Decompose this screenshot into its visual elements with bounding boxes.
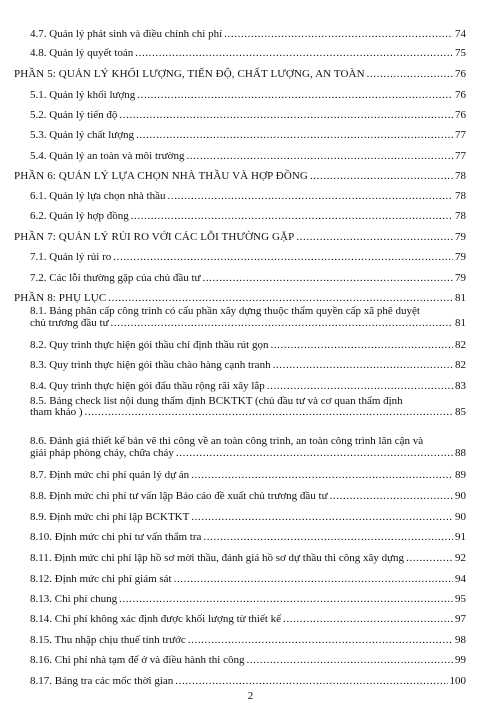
toc-entry-text: giải pháp phòng cháy, chữa cháy xyxy=(30,447,174,459)
dot-leader xyxy=(273,359,453,372)
toc-entry[interactable] xyxy=(30,406,466,419)
toc-entry[interactable] xyxy=(30,47,466,60)
toc-page-number: 81 xyxy=(455,292,466,304)
toc-entry-text: 8.1. Bảng phân cấp công trình có cấu phần xây dựng thuộc thẩm quyền cấp xã phê duyệt xyxy=(30,305,420,317)
toc-entry-text: tham khảo ) xyxy=(30,406,83,418)
toc-entry-text: 8.9. Định mức chi phí lập BCKTKT xyxy=(30,511,190,523)
toc-page-number: 78 xyxy=(455,210,466,222)
toc-part-heading[interactable] xyxy=(14,231,466,244)
toc-entry[interactable] xyxy=(30,317,466,330)
toc-entry-text: 8.6. Đánh giá thiết kế bản vẽ thi công về an toàn công trình, an toàn công trình lân cận và xyxy=(30,435,424,447)
toc-page-number: 77 xyxy=(455,129,466,141)
toc-page-number: 98 xyxy=(455,634,466,646)
toc-entry[interactable] xyxy=(30,339,466,352)
toc-page-number: 85 xyxy=(455,406,466,418)
toc-page-number: 97 xyxy=(455,613,466,625)
toc-entry[interactable] xyxy=(30,593,466,606)
toc-entry[interactable] xyxy=(30,210,466,223)
dot-leader xyxy=(137,89,453,102)
toc-entry-text: 8.11. Định mức chi phí lập hồ sơ mời thầu, đánh giá hồ sơ dự thầu thi công xây dựng xyxy=(30,552,405,564)
toc-page-number: 79 xyxy=(455,231,466,243)
toc-part-heading[interactable] xyxy=(14,68,466,81)
toc-page-number: 75 xyxy=(455,47,466,59)
toc-entry-text: 7.2. Các lỗi thường gặp của chủ đầu tư xyxy=(30,272,201,284)
dot-leader xyxy=(135,47,453,60)
toc-entry-text: 8.16. Chi phí nhà tạm để ở và điều hành thi công xyxy=(30,654,245,666)
dot-leader xyxy=(176,447,453,460)
toc-entry[interactable] xyxy=(30,380,466,393)
toc-entry-text: 6.1. Quản lý lựa chọn nhà thầu xyxy=(30,190,166,202)
toc-entry[interactable] xyxy=(30,552,466,565)
dot-leader xyxy=(136,129,453,142)
dot-leader xyxy=(246,654,453,667)
toc-entry[interactable] xyxy=(30,447,466,460)
toc-entry-text: 8.17. Bảng tra các mốc thời gian xyxy=(30,675,174,687)
dot-leader xyxy=(113,251,453,264)
toc-page-number: 100 xyxy=(449,675,466,687)
toc-part-heading[interactable] xyxy=(14,170,466,183)
dot-leader xyxy=(175,675,447,688)
toc-entry[interactable] xyxy=(30,634,466,647)
toc-page-number: 79 xyxy=(455,272,466,284)
toc-entry-text: 8.2. Quy trình thực hiện gói thầu chỉ định thầu rút gọn xyxy=(30,339,269,351)
toc-entry[interactable] xyxy=(30,251,466,264)
toc-entry[interactable] xyxy=(30,511,466,524)
toc-entry-text: 8.13. Chi phí chung xyxy=(30,593,118,605)
toc-entry-text: PHẦN 6: QUẢN LÝ LỰA CHỌN NHÀ THẦU VÀ HỢP ĐỒNG xyxy=(14,170,308,182)
toc-page-number: 77 xyxy=(455,150,466,162)
toc-entry[interactable] xyxy=(30,129,466,142)
dot-leader xyxy=(188,634,453,647)
toc-entry-text: PHẦN 5: QUẢN LÝ KHỐI LƯỢNG, TIẾN ĐỘ, CHẤT LƯỢNG, AN TOÀN xyxy=(14,68,365,80)
toc-entry-text: 8.5. Bảng check list nội dung thẩm định BCKTKT (chủ đầu tư và cơ quan thẩm định xyxy=(30,395,403,407)
toc-entry[interactable] xyxy=(30,654,466,667)
toc-entry-text: 5.4. Quản lý an toàn và môi trường xyxy=(30,150,185,162)
dot-leader xyxy=(267,380,453,393)
toc-entry-text: 7.1. Quản lý rủi ro xyxy=(30,251,112,263)
dot-leader xyxy=(108,292,453,305)
toc-page-number: 83 xyxy=(455,380,466,392)
toc-entry-text: 8.7. Định mức chi phí quản lý dự án xyxy=(30,469,190,481)
toc-page-number: 89 xyxy=(455,469,466,481)
toc-page-number: 94 xyxy=(455,573,466,585)
toc-page-number: 95 xyxy=(455,593,466,605)
dot-leader xyxy=(224,28,453,41)
toc-entry[interactable] xyxy=(30,613,466,626)
toc-entry[interactable] xyxy=(30,531,466,544)
toc-page-number: 90 xyxy=(455,511,466,523)
toc-page-number: 92 xyxy=(455,552,466,564)
dot-leader xyxy=(202,272,453,285)
toc-entry-text: 8.15. Thu nhập chịu thuế tính trước xyxy=(30,634,186,646)
toc-page-number: 79 xyxy=(455,251,466,263)
toc-entry-text: 8.14. Chi phí không xác định được khối lượng từ thiết kế xyxy=(30,613,282,625)
toc-entry[interactable] xyxy=(30,272,466,285)
page-number: 2 xyxy=(247,690,254,702)
toc-entry-text: PHẦN 8: PHỤ LỤC xyxy=(14,292,107,304)
dot-leader xyxy=(168,190,454,203)
toc-entry[interactable] xyxy=(30,150,466,163)
dot-leader xyxy=(85,406,453,419)
toc-page-number: 82 xyxy=(455,359,466,371)
toc-page-number: 90 xyxy=(455,490,466,502)
toc-entry[interactable] xyxy=(30,675,466,688)
dot-leader xyxy=(119,593,453,606)
toc-page-number: 78 xyxy=(455,190,466,202)
dot-leader xyxy=(131,210,453,223)
toc-page-number: 81 xyxy=(455,317,466,329)
dot-leader xyxy=(191,511,453,524)
toc-page-number: 99 xyxy=(455,654,466,666)
toc-entry-text: 8.3. Quy trình thực hiện gói thầu chào hàng cạnh tranh xyxy=(30,359,271,371)
dot-leader xyxy=(367,68,453,81)
dot-leader xyxy=(406,552,453,565)
toc-page-number: 76 xyxy=(455,89,466,101)
toc-entry-text: 8.12. Định mức chi phí giám sát xyxy=(30,573,172,585)
toc-entry-text: 8.10. Định mức chi phí tư vấn thẩm tra xyxy=(30,531,202,543)
dot-leader xyxy=(310,170,453,183)
dot-leader xyxy=(296,231,453,244)
toc-entry[interactable] xyxy=(30,573,466,586)
toc-page-number: 91 xyxy=(455,531,466,543)
toc-page-number: 82 xyxy=(455,339,466,351)
toc-entry[interactable] xyxy=(30,89,466,102)
toc-page-number: 78 xyxy=(455,170,466,182)
dot-leader xyxy=(203,531,453,544)
dot-leader xyxy=(270,339,453,352)
toc-entry-text: 5.3. Quản lý chất lượng xyxy=(30,129,135,141)
toc-entry[interactable] xyxy=(30,359,466,372)
dot-leader xyxy=(174,573,453,586)
toc-entry-text: 4.7. Quản lý phát sinh và điều chỉnh chi phí xyxy=(30,28,223,40)
toc-page-number: 88 xyxy=(455,447,466,459)
toc-entry[interactable] xyxy=(30,28,466,41)
dot-leader xyxy=(186,150,453,163)
toc-entry[interactable] xyxy=(30,490,466,503)
toc-page-number: 76 xyxy=(455,68,466,80)
dot-leader xyxy=(283,613,453,626)
toc-entry-text: chủ trương đầu tư xyxy=(30,317,109,329)
toc-entry-text: PHẦN 7: QUẢN LÝ RỦI RO VỚI CÁC LỖI THƯỜNG GẶP xyxy=(14,231,295,243)
toc-page-number: 74 xyxy=(455,28,466,40)
toc-part-heading[interactable] xyxy=(14,292,466,305)
toc-entry-text: 8.4. Quy trình thực hiện gói đấu thầu rộng rãi xây lắp xyxy=(30,380,265,392)
dot-leader xyxy=(111,317,453,330)
toc-entry[interactable] xyxy=(30,109,466,122)
toc-entry-text: 6.2. Quản lý hợp đồng xyxy=(30,210,129,222)
toc-entry-text: 4.8. Quản lý quyết toán xyxy=(30,47,134,59)
toc-entry-text: 5.1. Quản lý khối lượng xyxy=(30,89,136,101)
toc-entry[interactable] xyxy=(30,190,466,203)
dot-leader xyxy=(191,469,453,482)
toc-entry[interactable] xyxy=(30,469,466,482)
toc-page-number: 76 xyxy=(455,109,466,121)
toc-entry-text: 8.8. Định mức chi phí tư vấn lập Báo cáo đề xuất chủ trương đầu tư xyxy=(30,490,328,502)
dot-leader xyxy=(119,109,453,122)
dot-leader xyxy=(330,490,453,503)
toc-entry-text: 5.2. Quản lý tiến độ xyxy=(30,109,118,121)
